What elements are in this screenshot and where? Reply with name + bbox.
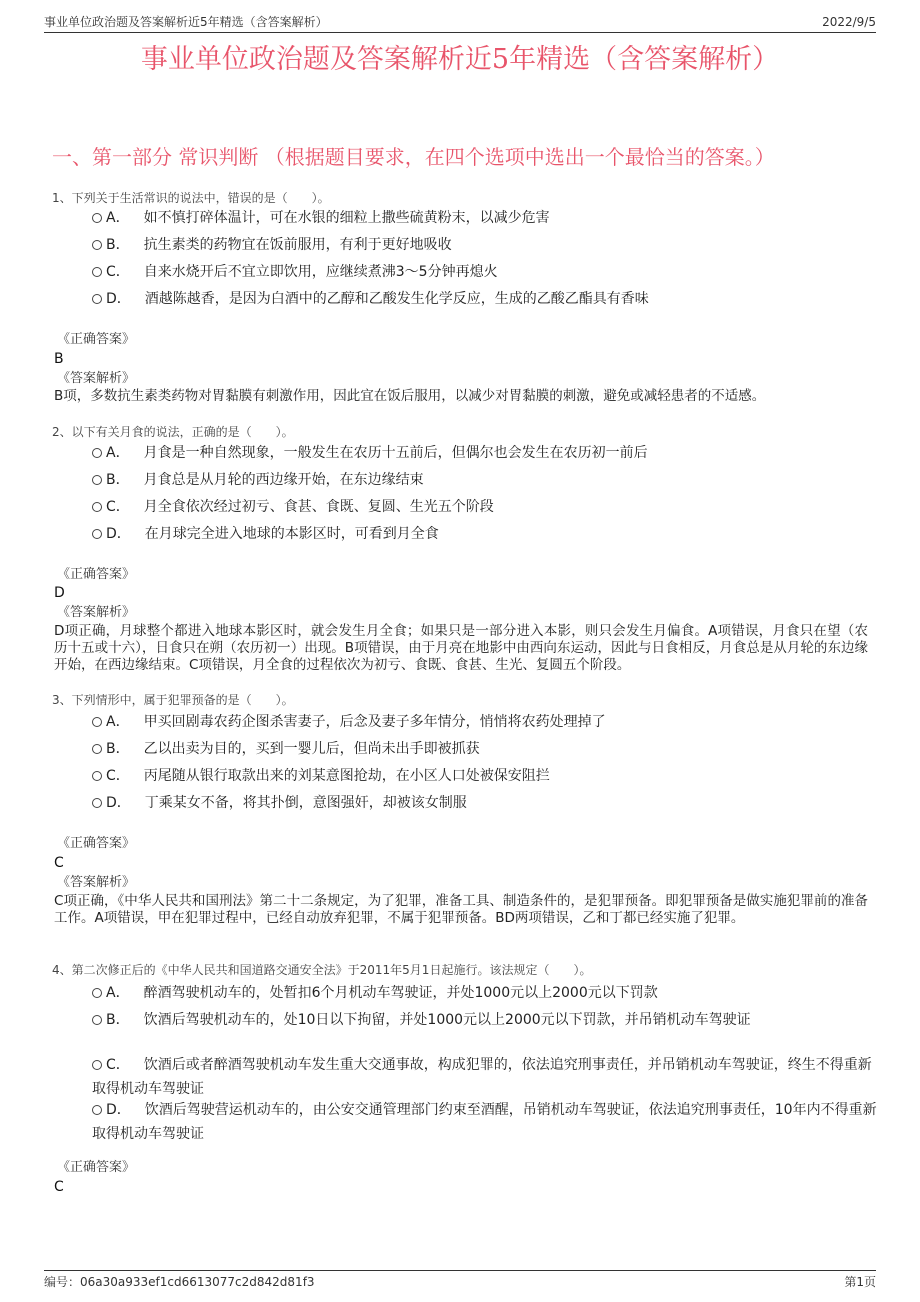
question-2-analysis: D项正确，月球整个都进入地球本影区时，就会发生月全食；如果只是一部分进入本影，则只会发生月偏食。A项错误，月食只在望（农历十五或十六），日食只在朔（农历初一）出现。B项错误，由于月亮在地影中由西向东运动，因此与日食相反，月食总是从月轮的东边缘开始，在西边缘结束。C项错误，月全食的过程依次为初亏、食既、食甚、生光、复圆五个阶段。 <box>54 623 868 673</box>
question-2-option-a[interactable]: A． 月食是一种自然现象，一般发生在农历十五前后，但偶尔也会发生在农历初一前后 <box>92 441 882 465</box>
question-4-stem: 4、第二次修正后的《中华人民共和国道路交通安全法》于2011年5月1日起施行。该法规定（ ）。 <box>52 963 592 977</box>
radio-icon[interactable] <box>92 1105 102 1115</box>
correct-answer-label: 《正确答案》 <box>57 332 136 347</box>
header-date: 2022/9/5 <box>822 15 876 29</box>
question-1-option-a[interactable]: A． 如不慎打碎体温计，可在水银的细粒上撒些硫黄粉末，以减少危害 <box>92 206 882 230</box>
radio-icon[interactable] <box>92 798 102 808</box>
question-1-option-b[interactable]: B． 抗生素类的药物宜在饭前服用，有利于更好地吸收 <box>92 233 882 257</box>
question-2-option-d[interactable]: D． 在月球完全进入地球的本影区时，可看到月全食 <box>92 522 882 546</box>
question-4-option-a[interactable]: A． 醉酒驾驶机动车的，处暂扣6个月机动车驾驶证，并处1000元以上2000元以下罚款 <box>92 981 882 1005</box>
header-doc-name: 事业单位政治题及答案解析近5年精选（含答案解析） <box>44 15 328 29</box>
question-3-stem: 3、下列情形中，属于犯罪预备的是（ ）。 <box>52 693 294 707</box>
question-2-answer: D <box>54 585 65 601</box>
radio-icon[interactable] <box>92 529 102 539</box>
footer-page-number: 第1页 <box>844 1275 876 1289</box>
radio-icon[interactable] <box>92 213 102 223</box>
question-4-answer: C <box>54 1179 64 1195</box>
question-2-option-c[interactable]: C． 月全食依次经过初亏、食甚、食既、复圆、生光五个阶段 <box>92 495 882 519</box>
question-1-analysis: B项，多数抗生素类药物对胃黏膜有刺激作用，因此宜在饭后服用，以减少对胃黏膜的刺激，避免或减轻患者的不适感。 <box>54 388 766 404</box>
correct-answer-label: 《正确答案》 <box>57 1160 136 1175</box>
analysis-label: 《答案解析》 <box>57 371 136 386</box>
question-3-answer: C <box>54 855 64 871</box>
question-1-answer: B <box>54 351 64 367</box>
analysis-label: 《答案解析》 <box>57 875 136 890</box>
radio-icon[interactable] <box>92 1015 102 1025</box>
radio-icon[interactable] <box>92 717 102 727</box>
radio-icon[interactable] <box>92 1060 102 1070</box>
page-footer <box>44 1270 876 1291</box>
correct-answer-label: 《正确答案》 <box>57 836 136 851</box>
question-2-stem: 2、以下有关月食的说法，正确的是（ ）。 <box>52 425 294 439</box>
question-4-option-c[interactable]: C． 饮酒后或者醉酒驾驶机动车发生重大交通事故，构成犯罪的，依法追究刑事责任，并吊销机动车驾驶证，终生不得重新取得机动车驾驶证 <box>92 1057 872 1097</box>
radio-icon[interactable] <box>92 448 102 458</box>
radio-icon[interactable] <box>92 294 102 304</box>
radio-icon[interactable] <box>92 744 102 754</box>
section-heading: 一、第一部分 常识判断 （根据题目要求，在四个选项中选出一个最恰当的答案。） <box>52 145 775 169</box>
question-2-option-b[interactable]: B． 月食总是从月轮的西边缘开始，在东边缘结束 <box>92 468 882 492</box>
question-3-option-c[interactable]: C． 丙尾随从银行取款出来的刘某意图抢劫，在小区人口处被保安阻拦 <box>92 764 882 788</box>
radio-icon[interactable] <box>92 502 102 512</box>
footer-doc-id: 编号：06a30a933ef1cd6613077c2d842d81f3 <box>44 1275 315 1289</box>
document-title: 事业单位政治题及答案解析近5年精选（含答案解析） <box>140 44 780 75</box>
radio-icon[interactable] <box>92 771 102 781</box>
radio-icon[interactable] <box>92 475 102 485</box>
question-4-option-d[interactable]: D． 饮酒后驾驶营运机动车的，由公安交通管理部门约束至酒醒，吊销机动车驾驶证，依法追究刑事责任，10年内不得重新取得机动车驾驶证 <box>92 1102 877 1142</box>
correct-answer-label: 《正确答案》 <box>57 567 136 582</box>
question-3-option-a[interactable]: A． 甲买回剧毒农药企图杀害妻子，后念及妻子多年情分，悄悄将农药处理掉了 <box>92 710 882 734</box>
analysis-label: 《答案解析》 <box>57 605 136 620</box>
radio-icon[interactable] <box>92 988 102 998</box>
question-4-option-b[interactable]: B． 饮酒后驾驶机动车的，处10日以下拘留，并处1000元以上2000元以下罚款，并吊销机动车驾驶证 <box>92 1008 882 1032</box>
page-header <box>44 12 876 33</box>
question-1-option-c[interactable]: C． 自来水烧开后不宜立即饮用，应继续煮沸3～5分钟再熄火 <box>92 260 882 284</box>
question-1-option-d[interactable]: D． 酒越陈越香，是因为白酒中的乙醇和乙酸发生化学反应，生成的乙酸乙酯具有香味 <box>92 287 882 311</box>
radio-icon[interactable] <box>92 267 102 277</box>
question-3-option-d[interactable]: D． 丁乘某女不备，将其扑倒，意图强奸，却被该女制服 <box>92 791 882 815</box>
radio-icon[interactable] <box>92 240 102 250</box>
question-1-stem: 1、下列关于生活常识的说法中，错误的是（ ）。 <box>52 191 330 205</box>
question-3-analysis: C项正确，《中华人民共和国刑法》第二十二条规定，为了犯罪，准备工具、制造条件的，是犯罪预备。即犯罪预备是做实施犯罪前的准备工作。A项错误，甲在犯罪过程中，已经自动放弃犯罪，不属于犯罪预备。BD两项错误，乙和丁都已经实施了犯罪。 <box>54 893 868 926</box>
question-3-option-b[interactable]: B． 乙以出卖为目的，买到一婴儿后，但尚未出手即被抓获 <box>92 737 882 761</box>
